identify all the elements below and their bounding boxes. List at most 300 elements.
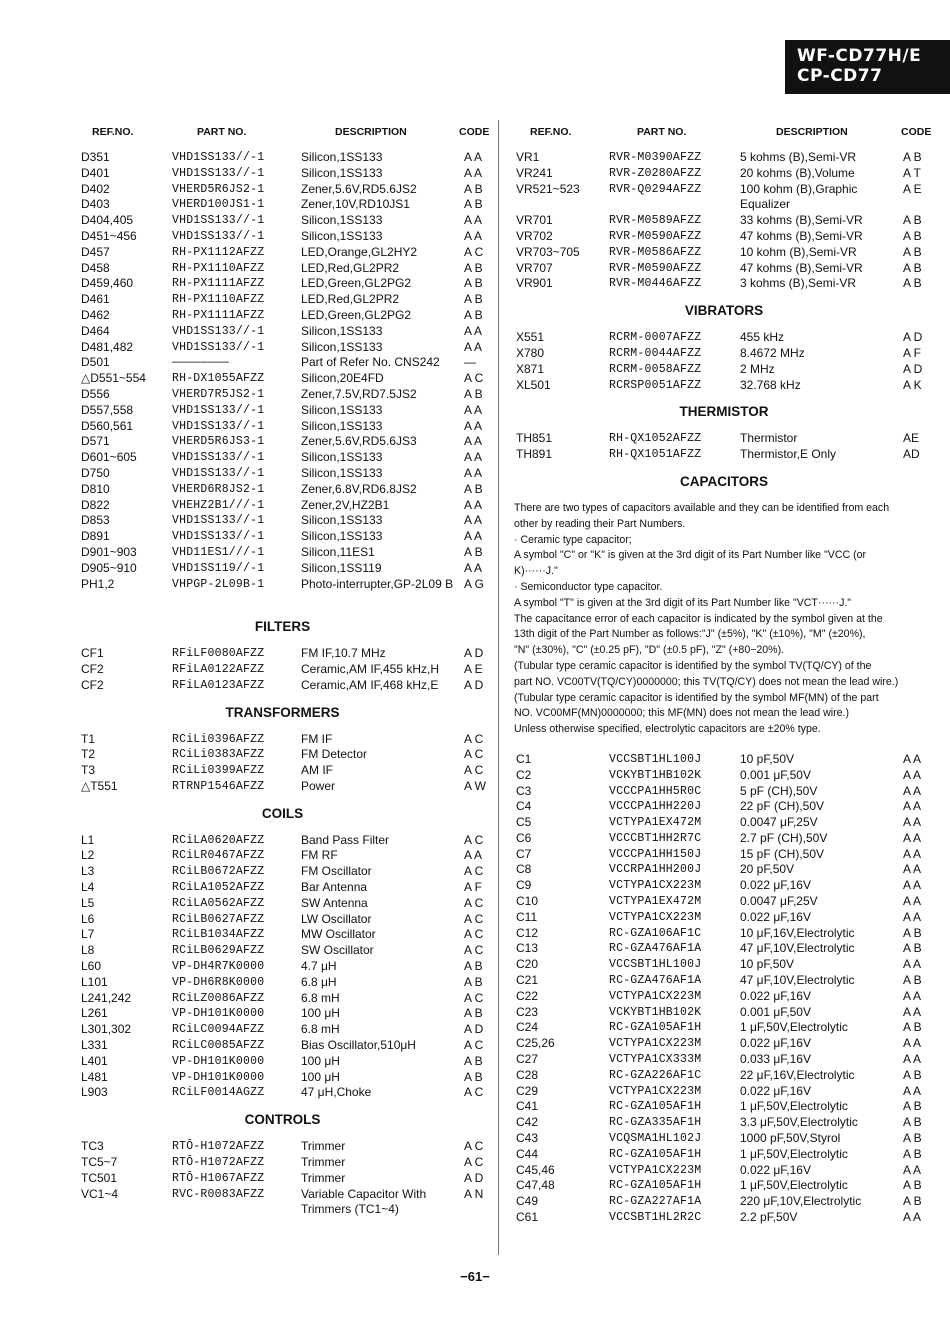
description: LED,Red,GL2PR2 — [301, 292, 400, 307]
table-header — [514, 120, 934, 150]
description: 220 μF,10V,Electrolytic — [740, 1194, 862, 1209]
part-no: VHD1SS133//-1 — [172, 229, 265, 243]
ref-no: D557,558 — [81, 402, 134, 417]
table-row — [70, 896, 495, 912]
ref-no: D401 — [81, 165, 110, 180]
table-row — [70, 763, 495, 779]
part-no: RCiLC0085AFZZ — [172, 1039, 265, 1053]
description: Trimmer — [301, 1139, 346, 1154]
code: A A — [903, 878, 922, 893]
section-coils: COILS — [261, 805, 304, 821]
code: A A — [903, 909, 922, 924]
code: A A — [903, 783, 922, 798]
description: Bar Antenna — [301, 880, 368, 895]
ref-no: X780 — [516, 345, 545, 360]
ref-no: D351 — [81, 150, 110, 164]
code: A B — [464, 1053, 483, 1068]
part-no: RFiLA0122AFZZ — [172, 662, 265, 676]
ref-no: L241,242 — [81, 990, 132, 1005]
ref-no: C44 — [516, 1146, 539, 1161]
table-row — [70, 355, 495, 371]
part-no: VCKYBT1HB102K — [609, 1005, 702, 1019]
part-no: RCiLB0629AFZZ — [172, 944, 265, 958]
table-row — [70, 292, 495, 308]
ref-no: C61 — [516, 1210, 539, 1225]
note-line: · Semiconductor type capacitor. — [514, 580, 663, 593]
part-no: RVR-M0590AFZZ — [609, 229, 702, 243]
table-row — [70, 912, 495, 928]
code: A C — [464, 747, 484, 762]
table-row — [70, 959, 495, 975]
part-no: VHERD7R5JS2-1 — [172, 387, 265, 401]
table-row — [70, 261, 495, 277]
description: 15 pF (CH),50V — [740, 846, 825, 861]
code: A C — [464, 763, 484, 778]
code: A A — [464, 434, 483, 449]
part-no: VHERD5R6JS2-1 — [172, 182, 265, 196]
table-row — [70, 229, 495, 245]
ref-no: D459,460 — [81, 276, 134, 291]
description: Zener,7.5V,RD7.5JS2 — [301, 386, 417, 401]
code: A B — [464, 276, 483, 291]
code: A C — [464, 832, 484, 847]
ref-no: VR901 — [516, 276, 553, 291]
ref-no: C9 — [516, 878, 532, 893]
table-row — [70, 864, 495, 880]
code: A B — [464, 307, 483, 322]
code: A A — [464, 228, 483, 243]
description: 47 μH,Choke — [301, 1085, 372, 1100]
ref-no: L2 — [81, 848, 95, 863]
table-row — [70, 182, 495, 198]
part-no: RC-GZA105AF1H — [609, 1100, 702, 1114]
part-no: RVR-M0589AFZZ — [609, 214, 702, 228]
table-row — [514, 799, 934, 815]
header-desc: DESCRIPTION — [776, 126, 848, 138]
ref-no: VR701 — [516, 213, 553, 228]
part-no: VCTYPA1EX472M — [609, 816, 702, 830]
code: A D — [464, 646, 484, 661]
section-filters: FILTERS — [254, 619, 311, 635]
model-line-2: CP-CD77 — [797, 66, 883, 86]
part-no: RTŌ-H1072AFZZ — [172, 1156, 265, 1170]
note-line: 13th digit of the Part Number as follows:"J" (±5%), "K" (±10%), "M" (±20%), — [514, 628, 866, 641]
part-no: RH-PX1110AFZZ — [172, 293, 265, 307]
part-no: RC-GZA106AF1C — [609, 926, 702, 940]
part-no: VCCSBT1HL100J — [609, 752, 702, 766]
ref-no: TC3 — [81, 1139, 104, 1154]
part-no: RH-PX1111AFZZ — [172, 308, 265, 322]
header-code: CODE — [901, 126, 932, 138]
part-no: VCCRPA1HH200J — [609, 863, 702, 877]
table-row — [70, 880, 495, 896]
description: Power — [301, 778, 336, 793]
code: A B — [464, 197, 483, 212]
table-row — [70, 1022, 495, 1038]
description: FM Detector — [301, 747, 368, 762]
table-row — [70, 1054, 495, 1070]
part-no: VCQSMA1HL102J — [609, 1132, 702, 1146]
code: A B — [903, 941, 922, 956]
note-line: part NO. VC00TV(TQ/CY)0000000; this TV(TQ/CY) does not mean the lead wire.) — [514, 675, 899, 688]
description: 0.0047 μF,25V — [740, 815, 818, 830]
table-row — [70, 513, 495, 529]
part-no: RVR-Z0280AFZZ — [609, 166, 702, 180]
description: 1 μF,50V,Electrolytic — [740, 1178, 848, 1193]
note-line: A symbol "T" is given at the 3rd digit of its Part Number like "VCT······J." — [514, 596, 852, 609]
description: Part of Refer No. CNS242 — [301, 355, 440, 370]
note-line: NO. VC00MF(MN)0000000; this MF(MN) does not mean the lead wire.) — [514, 707, 849, 720]
description: 2 MHz — [740, 361, 775, 376]
description: Silicon,20E4FD — [301, 371, 384, 386]
ref-no: L4 — [81, 880, 95, 895]
table-row — [70, 213, 495, 229]
code: A D — [464, 1170, 484, 1185]
ref-no: C24 — [516, 1020, 539, 1035]
ref-no: D451~456 — [81, 228, 137, 243]
table-row — [70, 387, 495, 403]
code: A A — [903, 894, 922, 909]
controls-list — [70, 1139, 495, 1218]
part-no: RH-PX1111AFZZ — [172, 277, 265, 291]
part-no: RC-GZA105AF1H — [609, 1021, 702, 1035]
code: A A — [464, 497, 483, 512]
ref-no: TC501 — [81, 1170, 118, 1185]
ref-no: L261 — [81, 1006, 108, 1021]
table-row — [70, 324, 495, 340]
description: 100 μH — [301, 1006, 340, 1021]
description: 22 μF,16V,Electrolytic — [740, 1067, 855, 1082]
table-row — [514, 182, 934, 214]
ref-no: X871 — [516, 361, 545, 376]
note-line: K)······J." — [514, 565, 558, 578]
code: A A — [903, 1052, 922, 1067]
description: Silicon,11ES1 — [301, 544, 375, 559]
part-no: RCiLB0627AFZZ — [172, 912, 265, 926]
code: A B — [903, 1194, 922, 1209]
table-row — [70, 1187, 495, 1219]
description: Zener,6.8V,RD6.8JS2 — [301, 481, 417, 496]
ref-no: C27 — [516, 1052, 539, 1067]
description: 2.7 pF (CH),50V — [740, 830, 828, 845]
code: A B — [464, 1006, 483, 1021]
ref-no: X551 — [516, 330, 545, 345]
note-line: There are two types of capacitors available and they can be identified from each — [514, 501, 890, 514]
ref-no: D901~903 — [81, 544, 137, 559]
part-no: RC-GZA226AF1C — [609, 1068, 702, 1082]
code: A B — [903, 1178, 922, 1193]
ref-no: C20 — [516, 957, 539, 972]
ref-no: D556 — [81, 386, 110, 401]
part-no: RVC-R0083AFZZ — [172, 1187, 265, 1201]
ref-no: PH1,2 — [81, 576, 115, 591]
ref-no: D403 — [81, 197, 110, 212]
part-no: VCTYPA1CX223M — [609, 1163, 702, 1177]
part-no: RC-GZA335AF1H — [609, 1116, 702, 1130]
code: A A — [903, 1004, 922, 1019]
description: Silicon,1SS133 — [301, 418, 383, 433]
part-no: RTRNP1546AFZZ — [172, 779, 265, 793]
vr-list — [514, 150, 934, 292]
description: 20 kohms (B),Volume — [740, 165, 855, 180]
code: A A — [903, 1036, 922, 1051]
ref-no: L6 — [81, 911, 95, 926]
note-line: The capacitance error of each capacitor is indicated by the symbol given at the — [514, 612, 883, 625]
table-row — [514, 752, 934, 768]
description: Silicon,1SS133 — [301, 513, 383, 528]
section-capacitors: CAPACITORS — [679, 473, 768, 489]
code: A B — [464, 1069, 483, 1084]
code: A C — [464, 990, 484, 1005]
table-row — [514, 431, 934, 447]
description: Silicon,1SS133 — [301, 323, 383, 338]
code: A A — [903, 1162, 922, 1177]
description: 100 μH — [301, 1053, 340, 1068]
header-desc: DESCRIPTION — [335, 126, 407, 138]
table-row — [514, 831, 934, 847]
table-row — [514, 1115, 934, 1131]
description: 0.001 μF,50V — [740, 767, 811, 782]
code: A B — [464, 260, 483, 275]
table-row — [514, 1194, 934, 1210]
section-transformers: TRANSFORMERS — [225, 704, 340, 720]
code: A A — [464, 513, 483, 528]
description: 22 pF (CH),50V — [740, 799, 825, 814]
code: A B — [464, 386, 483, 401]
table-row — [514, 229, 934, 245]
description: FM IF — [301, 731, 333, 746]
part-no: RCiLA0620AFZZ — [172, 833, 265, 847]
note-line: A symbol "C" or "K" is given at the 3rd digit of its Part Number like "VCC (or — [514, 549, 867, 562]
code: A B — [903, 213, 922, 228]
description: 3.3 μF,50V,Electrolytic — [740, 1115, 858, 1130]
code: A A — [464, 150, 483, 164]
table-row — [514, 1084, 934, 1100]
description: AM IF — [301, 763, 333, 778]
ref-no: C3 — [516, 783, 532, 798]
part-no: VCCCPA1HH150J — [609, 847, 702, 861]
part-no: RCiLi0383AFZZ — [172, 748, 265, 762]
ref-no: VR707 — [516, 260, 553, 275]
part-no: VHERD100JS1-1 — [172, 198, 265, 212]
part-no: VCTYPA1CX223M — [609, 989, 702, 1003]
part-no: VHD1SS133//-1 — [172, 466, 265, 480]
part-no: VHD1SS133//-1 — [172, 514, 265, 528]
table-row — [514, 815, 934, 831]
ref-no: D481,482 — [81, 339, 134, 354]
code: A A — [903, 815, 922, 830]
table-row — [70, 833, 495, 849]
ref-no: VR521~523 — [516, 181, 580, 196]
part-no: VCCSBT1HL100J — [609, 958, 702, 972]
table-row — [70, 1085, 495, 1101]
description: 3 kohms (B),Semi-VR — [740, 276, 857, 291]
description: 6.8 μH — [301, 974, 337, 989]
table-row — [70, 1171, 495, 1187]
code: A B — [464, 292, 483, 307]
code: A E — [464, 661, 483, 676]
code: AD — [903, 447, 920, 462]
code: A C — [464, 1038, 484, 1053]
table-row — [514, 1210, 934, 1226]
description: Silicon,1SS133 — [301, 165, 383, 180]
transformers-list — [70, 732, 495, 795]
table-row — [514, 166, 934, 182]
table-row — [70, 308, 495, 324]
ref-no: D601~605 — [81, 450, 137, 465]
part-no: VHD1SS133//-1 — [172, 214, 265, 228]
code: A A — [903, 846, 922, 861]
code: A B — [903, 973, 922, 988]
description: Silicon,1SS119 — [301, 560, 382, 575]
ref-no: C1 — [516, 751, 532, 766]
table-row — [70, 545, 495, 561]
description: 33 kohms (B),Semi-VR — [740, 213, 863, 228]
part-no: VCTYPA1CX223M — [609, 1037, 702, 1051]
table-row — [70, 1139, 495, 1155]
code: A A — [464, 323, 483, 338]
table-row — [514, 768, 934, 784]
code: A C — [464, 1139, 484, 1154]
description: 0.033 μF,16V — [740, 1052, 811, 1067]
description: Silicon,1SS133 — [301, 402, 383, 417]
description: Trimmer — [301, 1170, 346, 1185]
ref-no: C42 — [516, 1115, 539, 1130]
code: A B — [903, 150, 922, 164]
ref-no: D404,405 — [81, 213, 134, 228]
code: A F — [903, 345, 922, 360]
description: LED,Orange,GL2HY2 — [301, 244, 418, 259]
ref-no: C13 — [516, 941, 539, 956]
ref-no: L7 — [81, 927, 95, 942]
model-line-1: WF-CD77H/E — [797, 46, 922, 66]
description: MW Oscillator — [301, 927, 376, 942]
table-row — [70, 166, 495, 182]
description: Ceramic,AM IF,455 kHz,H — [301, 661, 440, 676]
header-ref: REF.NO. — [92, 126, 134, 138]
code: A B — [903, 260, 922, 275]
description: 2.2 pF,50V — [740, 1210, 798, 1225]
table-row — [514, 847, 934, 863]
ref-no: D461 — [81, 292, 110, 307]
table-row — [514, 1020, 934, 1036]
description: 10 pF,50V — [740, 751, 795, 766]
ref-no: D905~910 — [81, 560, 137, 575]
code: A K — [903, 377, 922, 392]
description: 47 μF,10V,Electrolytic — [740, 973, 855, 988]
code: A B — [464, 544, 483, 559]
description: Zener,2V,HZ2B1 — [301, 497, 390, 512]
description: Thermistor — [740, 431, 798, 446]
ref-no: L3 — [81, 864, 95, 879]
part-no: RVR-M0590AFZZ — [609, 261, 702, 275]
description: Silicon,1SS133 — [301, 465, 383, 480]
part-no: VCCSBT1HL2R2C — [609, 1211, 702, 1225]
ref-no: T2 — [81, 747, 96, 762]
ref-no: C4 — [516, 799, 532, 814]
table-row — [70, 646, 495, 662]
code: A W — [464, 778, 487, 793]
description: LED,Red,GL2PR2 — [301, 260, 400, 275]
part-no: RH-QX1052AFZZ — [609, 432, 702, 446]
description: 6.8 mH — [301, 990, 340, 1005]
ref-no: C45,46 — [516, 1162, 555, 1177]
part-no: RVR-M0446AFZZ — [609, 277, 702, 291]
table-row — [514, 261, 934, 277]
ref-no: CF2 — [81, 661, 104, 676]
part-no: RCiLi0399AFZZ — [172, 764, 265, 778]
part-no: VHD1SS133//-1 — [172, 324, 265, 338]
table-row — [514, 957, 934, 973]
ref-no: XL501 — [516, 377, 551, 392]
description: LW Oscillator — [301, 911, 372, 926]
part-no: VHPGP-2L09B-1 — [172, 577, 265, 591]
part-no: VCTYPA1CX223M — [609, 910, 702, 924]
table-row — [70, 779, 495, 795]
table-row — [70, 150, 495, 166]
table-row — [70, 1155, 495, 1171]
description: Silicon,1SS133 — [301, 450, 383, 465]
table-row — [514, 1163, 934, 1179]
table-row — [70, 340, 495, 356]
part-no: VHERD5R6JS3-1 — [172, 435, 265, 449]
table-row — [514, 941, 934, 957]
table-row — [514, 1099, 934, 1115]
part-no: RC-GZA476AF1A — [609, 942, 702, 956]
description: Silicon,1SS133 — [301, 150, 383, 164]
part-no: RTŌ-H1072AFZZ — [172, 1140, 265, 1154]
part-no: VHD1SS133//-1 — [172, 166, 265, 180]
ref-no: L1 — [81, 832, 95, 847]
table-row — [70, 927, 495, 943]
code: A B — [903, 1115, 922, 1130]
table-row — [70, 848, 495, 864]
table-row — [514, 989, 934, 1005]
part-no: RCiLC0094AFZZ — [172, 1023, 265, 1037]
ref-no: C5 — [516, 815, 532, 830]
table-row — [70, 419, 495, 435]
description: Silicon,1SS133 — [301, 529, 383, 544]
part-no: VCTYPA1CX223M — [609, 1084, 702, 1098]
part-no: RFiLA0123AFZZ — [172, 678, 265, 692]
code: A A — [903, 1083, 922, 1098]
table-row — [70, 1006, 495, 1022]
table-row — [514, 1178, 934, 1194]
table-row — [514, 1147, 934, 1163]
ref-no: L903 — [81, 1085, 108, 1100]
section-vibrators: VIBRATORS — [684, 303, 764, 319]
ref-no: D464 — [81, 323, 110, 338]
ref-no: D853 — [81, 513, 110, 528]
ref-no: C29 — [516, 1083, 539, 1098]
part-no: ———————— — [172, 356, 229, 370]
table-header — [70, 120, 495, 150]
table-row — [514, 378, 934, 394]
thermistor-list — [514, 431, 934, 463]
description: Zener,10V,RD10JS1 — [301, 197, 410, 212]
description: 0.022 μF,16V — [740, 1036, 811, 1051]
part-no: RCRM-0007AFZZ — [609, 331, 702, 345]
part-no: RH-DX1055AFZZ — [172, 372, 265, 386]
code: A B — [903, 1146, 922, 1161]
vibrators-list — [514, 330, 934, 393]
code: A C — [464, 895, 484, 910]
description: 6.8 mH — [301, 1022, 340, 1037]
part-no: RCiLZ0086AFZZ — [172, 991, 265, 1005]
code: A A — [464, 165, 483, 180]
description: 0.001 μF,50V — [740, 1004, 811, 1019]
description: 1 μF,50V,Electrolytic — [740, 1099, 848, 1114]
